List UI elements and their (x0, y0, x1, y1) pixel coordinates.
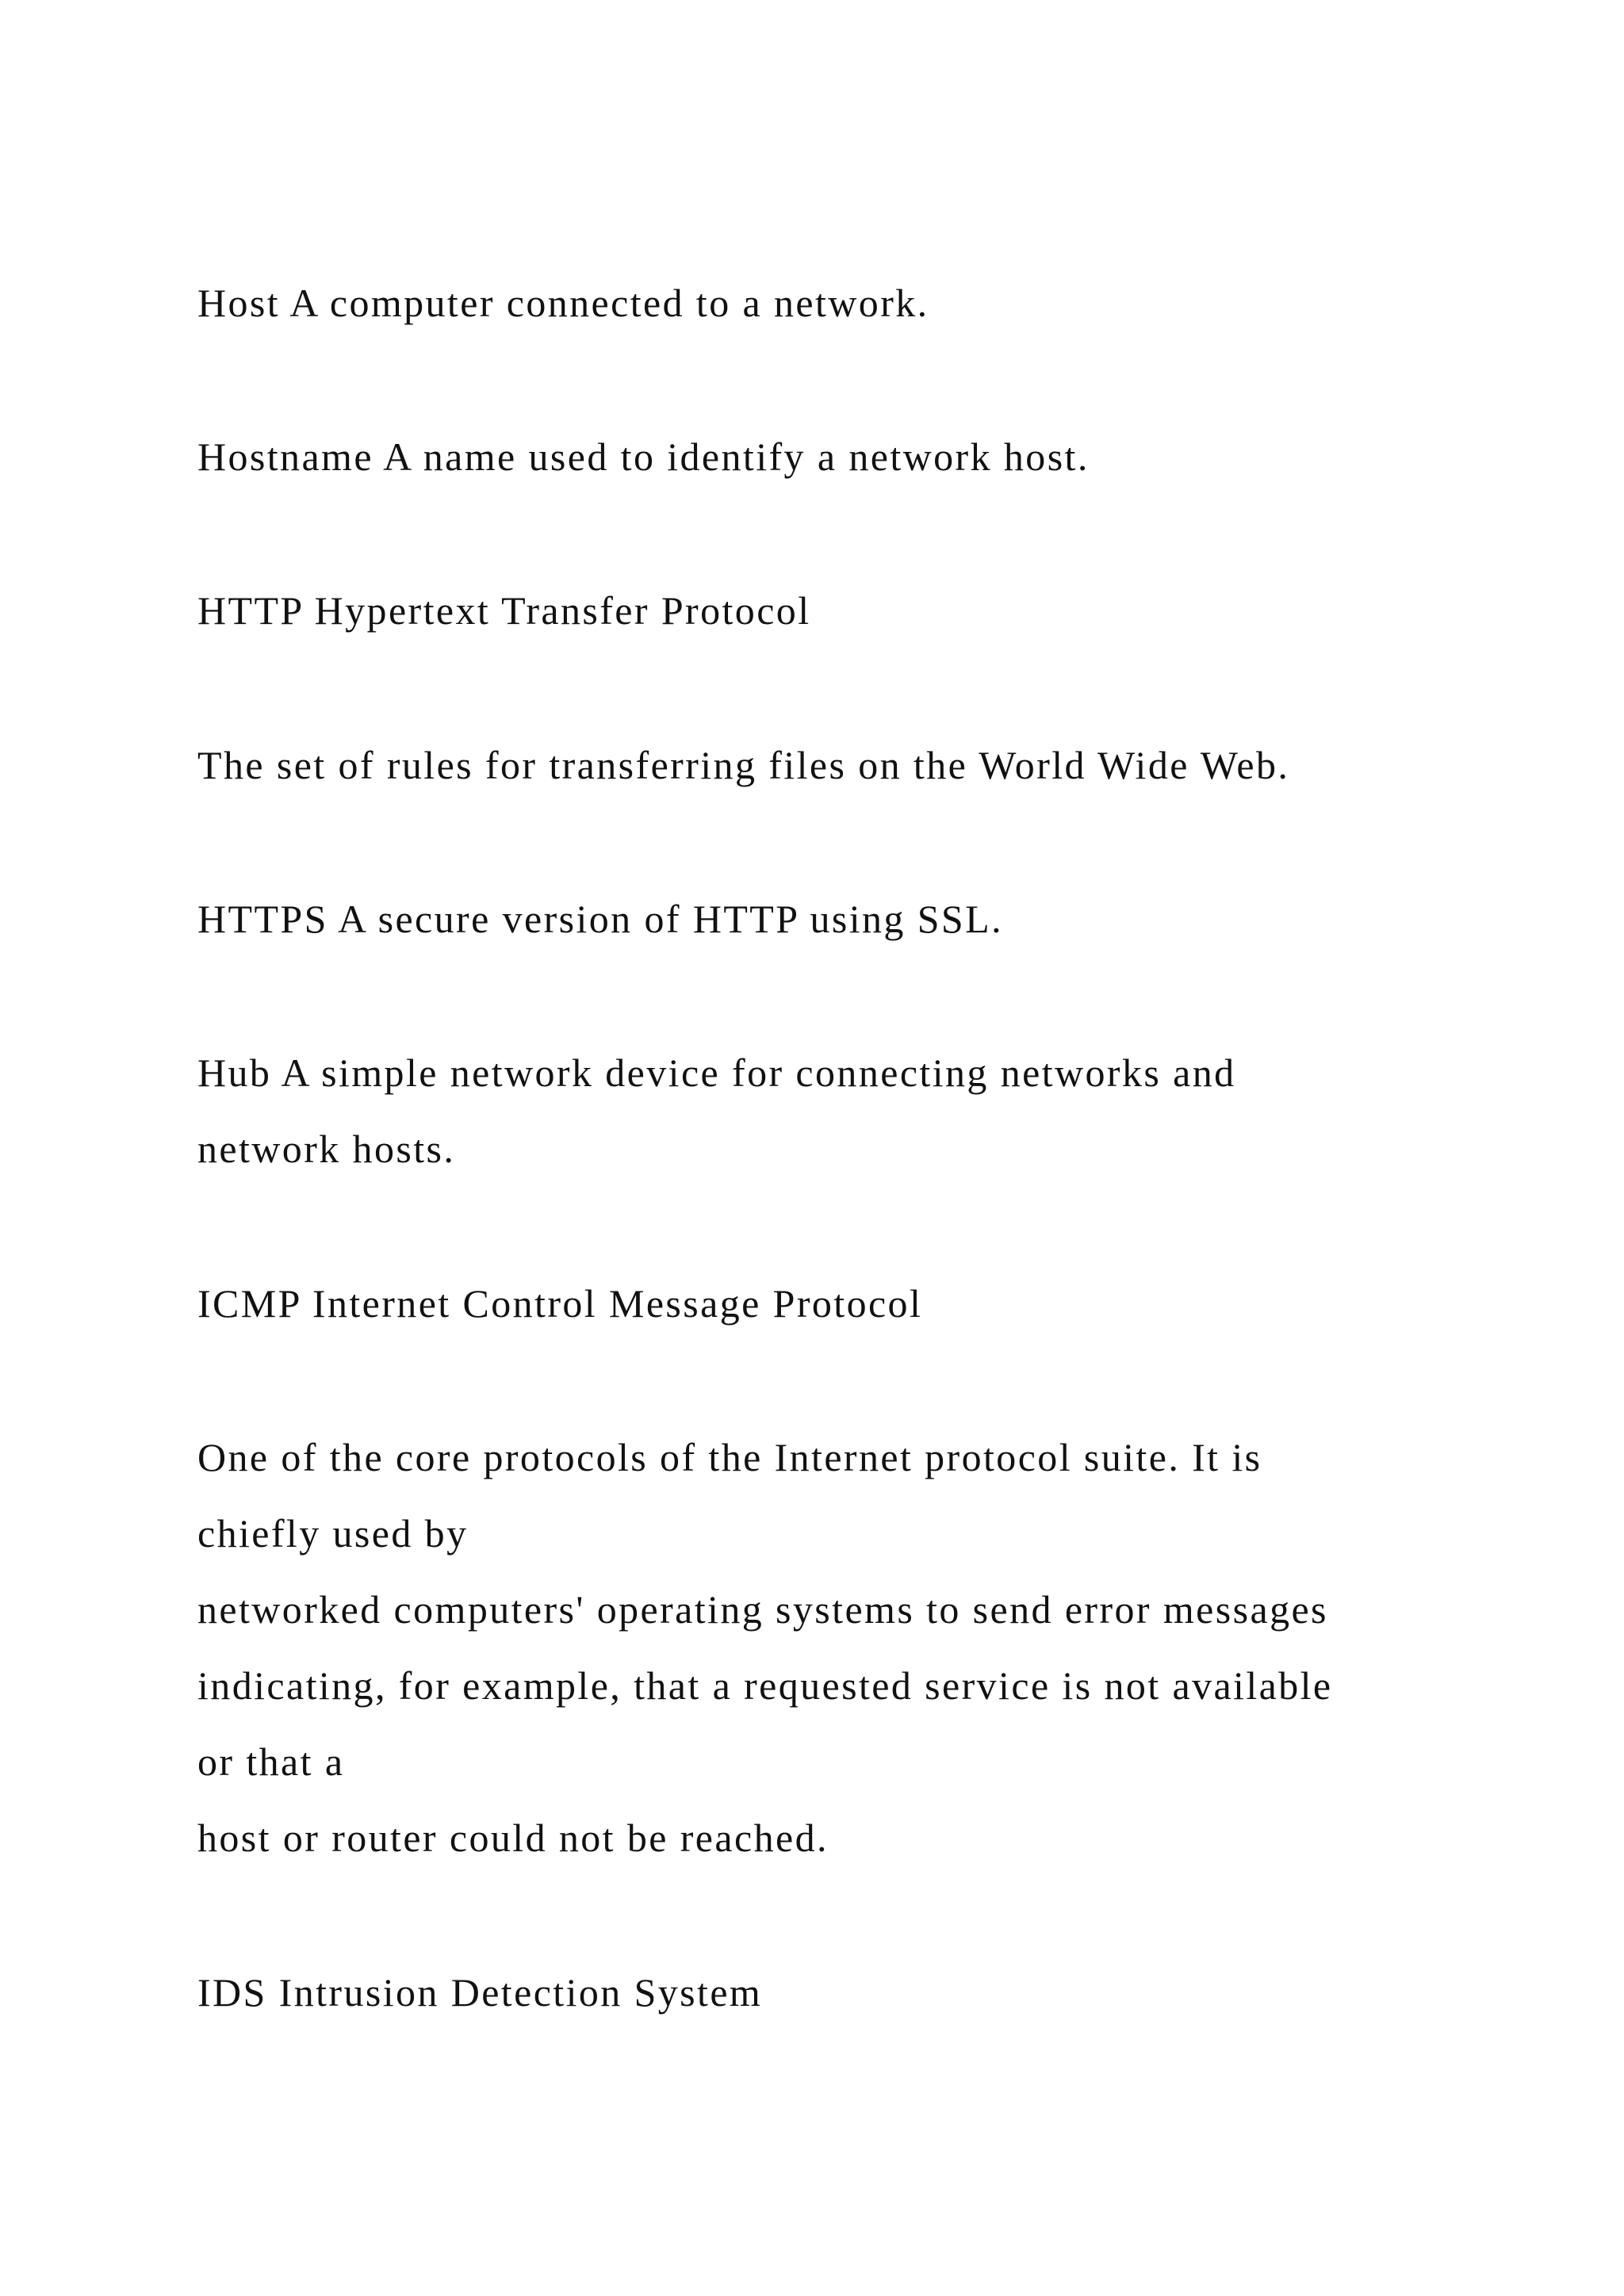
entry-hub-line-1: Hub A simple network device for connecting networks and (197, 1050, 1236, 1095)
entry-ids: IDS Intrusion Detection System (197, 1970, 763, 2015)
entry-icmp-line-1: One of the core protocols of the Internet protocol suite. It is (197, 1435, 1262, 1479)
entry-icmp-line-2: chiefly used by (197, 1511, 469, 1556)
entry-icmp-line-4: indicating, for example, that a requested service is not available (197, 1663, 1333, 1708)
entry-https: HTTPS A secure version of HTTP using SSL. (197, 897, 1003, 941)
entry-host: Host A computer connected to a network. (197, 281, 929, 325)
entry-http-definition: The set of rules for transferring files on the World Wide Web. (197, 743, 1290, 787)
entry-hub-line-2: network hosts. (197, 1127, 456, 1171)
entry-hostname: Hostname A name used to identify a network host. (197, 434, 1090, 479)
entry-icmp-line-6: host or router could not be reached. (197, 1816, 829, 1860)
entry-icmp-title: ICMP Internet Control Message Protocol (197, 1281, 923, 1326)
entry-icmp-line-3: networked computers' operating systems to send error messages (197, 1587, 1328, 1632)
entry-icmp-line-5: or that a (197, 1739, 345, 1784)
entry-http-title: HTTP Hypertext Transfer Protocol (197, 588, 811, 633)
